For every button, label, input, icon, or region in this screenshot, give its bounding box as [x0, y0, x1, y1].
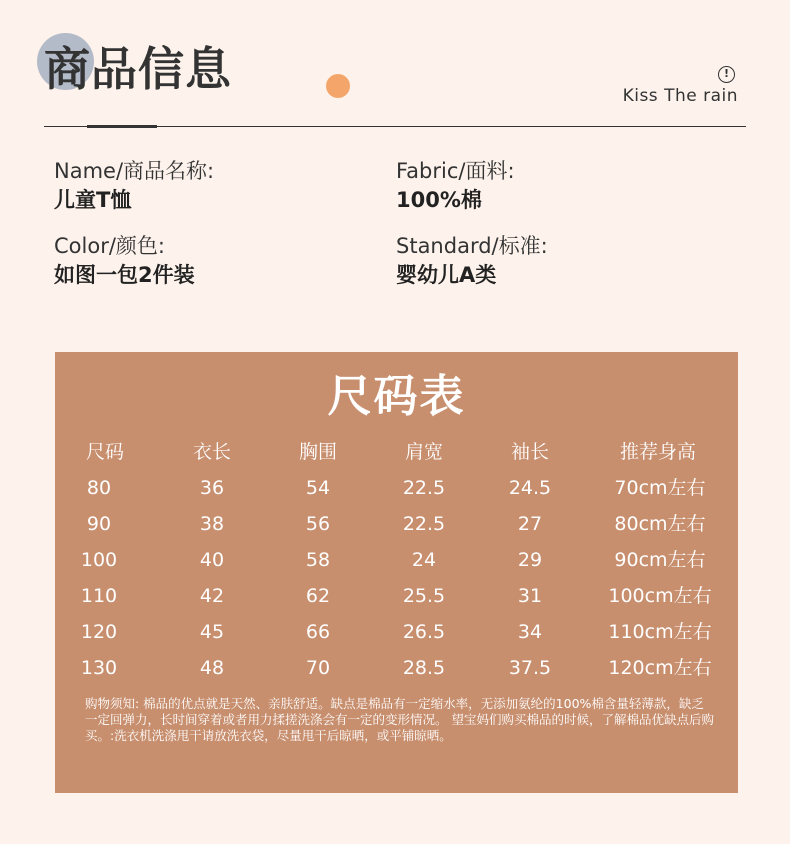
- table-cell: 90cm左右: [614, 549, 706, 571]
- table-cell: 25.5: [402, 585, 446, 607]
- table-cell: 70: [305, 657, 331, 679]
- table-cell: 24: [411, 549, 437, 571]
- table-row: [55, 580, 738, 612]
- table-row: [55, 544, 738, 576]
- table-row: [55, 472, 738, 504]
- fabric-label: Fabric/面料:: [396, 159, 515, 183]
- header-cell: 肩宽: [404, 441, 444, 463]
- table-cell: 120cm左右: [608, 657, 712, 679]
- info-name: [54, 157, 214, 215]
- name-label: Name/商品名称:: [54, 159, 215, 183]
- table-cell: 130: [80, 657, 118, 679]
- table-cell: 58: [305, 549, 331, 571]
- info-standard: [396, 232, 548, 290]
- info-icon: !: [718, 66, 735, 83]
- page-title: 商品信息: [44, 42, 232, 96]
- table-cell: 110: [80, 585, 118, 607]
- table-cell: 110cm左右: [608, 621, 712, 643]
- table-row: [55, 652, 738, 684]
- table-cell: 54: [305, 477, 331, 499]
- table-cell: 36: [199, 477, 225, 499]
- table-cell: 48: [199, 657, 225, 679]
- table-cell: 70cm左右: [614, 477, 706, 499]
- standard-label: Standard/标准:: [396, 234, 548, 258]
- table-cell: 80: [86, 477, 112, 499]
- table-cell: 120: [80, 621, 118, 643]
- table-cell: 100: [80, 549, 118, 571]
- header-cell: 胸围: [298, 441, 338, 463]
- table-cell: 62: [305, 585, 331, 607]
- header-divider-accent: [87, 125, 157, 128]
- info-color: [54, 232, 195, 290]
- header-cell: 袖长: [510, 441, 550, 463]
- table-cell: 29: [517, 549, 543, 571]
- table-cell: 22.5: [402, 477, 446, 499]
- color-label: Color/颜色:: [54, 234, 165, 258]
- color-value: 如图一包2件装: [54, 263, 195, 287]
- standard-value: 婴幼儿A类: [396, 263, 497, 287]
- table-cell: 26.5: [402, 621, 446, 643]
- table-row: [55, 616, 738, 648]
- table-cell: 37.5: [508, 657, 552, 679]
- fabric-value: 100%棉: [396, 188, 482, 212]
- table-row: [55, 508, 738, 540]
- size-chart-panel: [55, 352, 738, 793]
- table-cell: 90: [86, 513, 112, 535]
- table-header-row: [55, 436, 738, 468]
- table-cell: 42: [199, 585, 225, 607]
- header-cell: 衣长: [192, 441, 232, 463]
- purchase-note: 购物须知: 棉品的优点就是天然、亲肤舒适。缺点是棉品有一定缩水率，无添加氨纶的100%棉含量轻薄款，缺乏一定回弹力，长时间穿着或者用力揉搓洗涤会有一定的变形情况。 望宝妈们购买棉品的时候，了解棉品优缺点后购买。:洗衣机洗涤甩干请放洗衣袋，尽量甩干后晾晒，或平铺晾晒。: [85, 696, 714, 743]
- table-cell: 56: [305, 513, 331, 535]
- info-fabric: [396, 157, 515, 215]
- table-cell: 34: [517, 621, 543, 643]
- table-cell: 38: [199, 513, 225, 535]
- table-cell: 45: [199, 621, 225, 643]
- table-cell: 27: [517, 513, 543, 535]
- size-chart-title: 尺码表: [327, 371, 466, 422]
- table-cell: 66: [305, 621, 331, 643]
- table-cell: 100cm左右: [608, 585, 712, 607]
- decorative-orange-dot: [326, 74, 350, 98]
- header-cell: 推荐身高: [619, 441, 697, 463]
- table-cell: 40: [199, 549, 225, 571]
- header-cell: 尺码: [85, 441, 125, 463]
- table-cell: 28.5: [402, 657, 446, 679]
- table-cell: 22.5: [402, 513, 446, 535]
- name-value: 儿童T恤: [54, 188, 132, 212]
- table-cell: 80cm左右: [614, 513, 706, 535]
- table-cell: 24.5: [508, 477, 552, 499]
- table-cell: 31: [517, 585, 543, 607]
- brand-name: Kiss The rain: [622, 86, 738, 106]
